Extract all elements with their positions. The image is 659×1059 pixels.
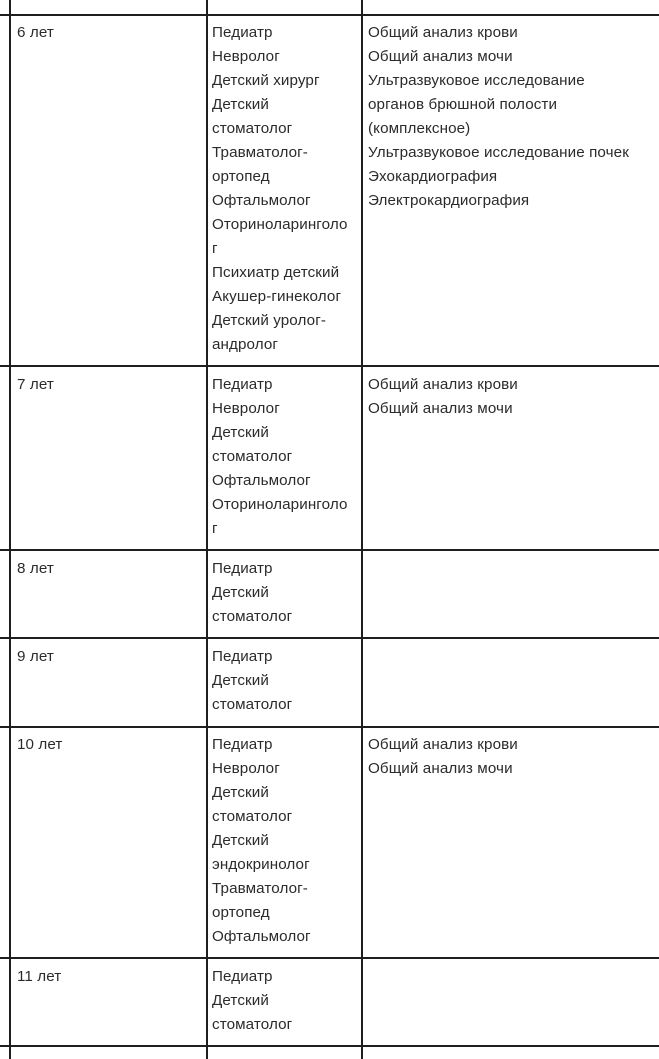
specialist-line: стоматолог (212, 608, 293, 625)
specialist-line: Травматолог- (212, 880, 308, 897)
specialist-line: Педиатр (212, 24, 273, 41)
exam-line: Общий анализ крови (368, 376, 518, 393)
table-left-border (9, 0, 11, 1059)
specialist-line: стоматолог (212, 120, 293, 137)
age-cell (17, 21, 54, 45)
specialist-line: эндокринолог (212, 856, 310, 873)
specialist-line: г (212, 520, 218, 537)
specialist-line: стоматолог (212, 808, 293, 825)
specialist-line: андролог (212, 336, 279, 353)
exam-line: Электрокардиография (368, 192, 530, 209)
exam-line: органов брюшной полости (368, 96, 558, 113)
specialist-line: Педиатр (212, 648, 273, 665)
specialist-line: ортопед (212, 904, 270, 921)
column-divider-1 (206, 0, 208, 1059)
specialist-line: Детский (212, 584, 269, 601)
specialist-line: Детский (212, 784, 269, 801)
age-label: 10 лет (17, 736, 63, 753)
specialist-line: Офтальмолог (212, 472, 311, 489)
row-divider (0, 365, 659, 367)
age-label: 9 лет (17, 648, 54, 665)
age-label: 11 лет (17, 968, 62, 985)
exam-line: Ультразвуковое исследование почек (368, 144, 629, 161)
exam-line: Общий анализ мочи (368, 760, 513, 777)
specialist-line: Педиатр (212, 736, 273, 753)
specialist-line: Невролог (212, 48, 280, 65)
row-divider (0, 726, 659, 728)
age-cell (17, 373, 54, 397)
age-label: 6 лет (17, 24, 54, 41)
row-divider (0, 957, 659, 959)
specialist-line: Детский хирург (212, 72, 320, 89)
specialist-line: Психиатр детский (212, 264, 340, 281)
age-cell (17, 965, 61, 989)
exam-line: Общий анализ мочи (368, 400, 513, 417)
specialist-line: Детский (212, 832, 269, 849)
row-divider (0, 1045, 659, 1047)
specialist-line: Детский (212, 96, 269, 113)
exams-cell (368, 373, 518, 421)
specialist-line: Травматолог- (212, 144, 308, 161)
exams-cell (368, 733, 518, 781)
specialist-line: Детский уролог- (212, 312, 326, 329)
exams-cell (368, 21, 629, 213)
specialist-line: Акушер-гинеколог (212, 288, 342, 305)
age-cell (17, 557, 54, 581)
specialists-cell (212, 21, 348, 357)
specialists-cell (212, 645, 292, 717)
age-cell (17, 645, 54, 669)
specialist-line: стоматолог (212, 448, 293, 465)
exam-line: Эхокардиография (368, 168, 498, 185)
specialists-cell (212, 733, 311, 949)
specialist-line: Педиатр (212, 376, 273, 393)
specialist-line: Детский (212, 672, 269, 689)
column-divider-2 (361, 0, 363, 1059)
exam-line: Ультразвуковое исследование (368, 72, 585, 89)
specialist-line: Педиатр (212, 968, 273, 985)
specialist-line: Детский (212, 424, 269, 441)
specialist-line: Офтальмолог (212, 192, 311, 209)
specialist-line: стоматолог (212, 696, 293, 713)
specialist-line: Невролог (212, 760, 280, 777)
exam-line: Общий анализ крови (368, 736, 518, 753)
specialists-cell (212, 965, 292, 1037)
specialist-line: Педиатр (212, 560, 273, 577)
exam-line: Общий анализ мочи (368, 48, 513, 65)
row-divider (0, 637, 659, 639)
specialists-cell (212, 373, 348, 541)
specialist-line: Оториноларинголо (212, 216, 348, 233)
age-cell (17, 733, 62, 757)
row-divider (0, 549, 659, 551)
specialist-line: Оториноларинголо (212, 496, 348, 513)
row-divider (0, 14, 659, 16)
age-label: 8 лет (17, 560, 54, 577)
specialist-line: ортопед (212, 168, 270, 185)
specialist-line: Офтальмолог (212, 928, 311, 945)
specialists-cell (212, 557, 292, 629)
age-label: 7 лет (17, 376, 54, 393)
specialist-line: Невролог (212, 400, 280, 417)
specialist-line: г (212, 240, 218, 257)
specialist-line: Детский (212, 992, 269, 1009)
specialist-line: стоматолог (212, 1016, 293, 1033)
exam-line: (комплексное) (368, 120, 471, 137)
exam-line: Общий анализ крови (368, 24, 518, 41)
